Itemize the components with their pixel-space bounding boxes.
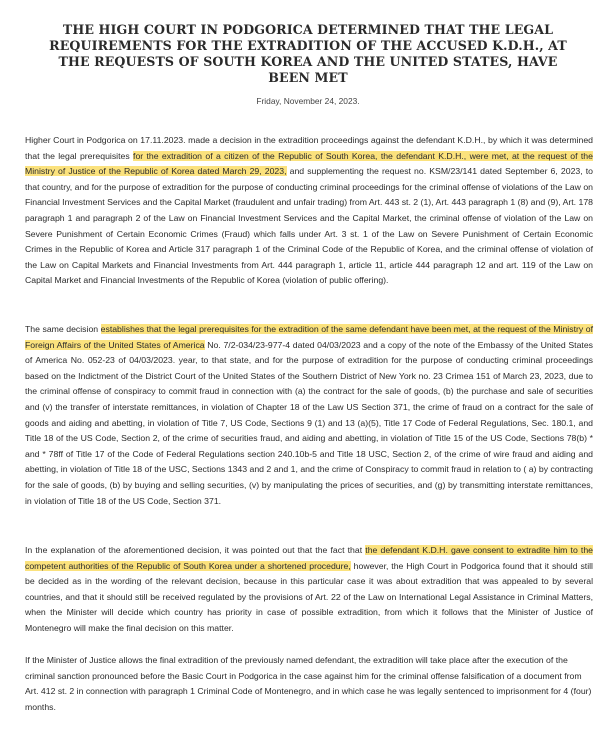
paragraph-1-text-continued: and supplementing the request no. KSM/23/141 dated September 6, 2023, to that country, and for the purpose of extradition for the purpose of conducting criminal proceedings for the criminal offense of violations of the Law on Financial Investment Services and the Capital Market (fraudulent and unfair trading) from Art. 443 st. 2 (1), Art. 443 paragraph 1 (8) and (9), Art. 178 paragraph 1 and paragraph 2 of the Law on Financial Investment Services and the Capital Market, the criminal offense of violation of the Law on Severe Punishment of Certain Economic Crimes (Fraud) which falls under Art. 3 st. 1 of the Law on Severe Punishment of Certain Economic Crimes in the Republic of Korea and Article 317 paragraph 1 of the Criminal Code of the Republic of Korea, and the criminal offense of violation of the Law on Capital Markets and Financial Investments from Art. 444 paragraph 1, article 11, article 444 paragraph 12 and art. 119 of the Law on Capital Market and Financial Investments of the Republic of Korea (violation of public offering). [25, 166, 593, 286]
paragraph-4 [25, 653, 593, 715]
paragraph-3 [25, 543, 593, 637]
paragraph-2-text: The same decision [25, 324, 101, 334]
paragraph-3-text-continued: however, the High Court in Podgorica found that it should still be decided as in the wording of the relevant decision, because in this particular case it was about extradition that was appealed to by several countries, and that it should still be received regulated by the provisions of Art. 22 of the Law on International Legal Assistance in Criminal Matters, when the Minister will decide which country has priority in case of possible extradition, from which it follows that the Minister of Justice of Montenegro will make the final decision on this matter. [25, 560, 593, 633]
paragraph-2 [25, 322, 593, 509]
paragraph-1-text: Higher Court in Podgorica on 17.11.2023. made a decision in the extradition proceedings against the defendant K.D.H., by which it was determined that the legal prerequisites [25, 135, 593, 161]
paragraph-2-highlight: establishes that the legal prerequisites for the extradition of the same defendant have been met, at the request of the Ministry of Foreign Affairs of the United States of America [25, 324, 593, 350]
paragraph-2-text-continued: No. 7/2-034/23-977-4 dated 04/03/2023 and a copy of the note of the Embassy of the United States of America No. 052-23 of 04/03/2023. year, to that state, and for the purpose of extradition for the purpose of conducting criminal proceedings based on the Indictment of the District Court of the United States of the Southern District of New York no. 23 Crimea 151 of March 23, 2023, due to the criminal offense of conspiracy to commit fraud in connection with (a) the contract for the sale of goods, (b) the purchase and sale of securities and (v) the transfer of interstate remittances, in violation of Chapter 18 of the Law US Section 371, the crime of fraud on a contract for the sale of goods and aiding and abetting, in violation of Title 7, US Code, Sections 9 (1) and 13 (a)(5), Title 17 Code of Federal Regulations, Sec. 180.1, and Title 18 of the US Code, Section 2, of the crime of securities fraud, and aiding and abetting, in violation of Title 15 of the US Code, Sections 78(b) * and * 78ff of Title 17 of the Code of Federal Regulations section 240.10b-5 and Title 18 USC, Section 2, of the crime of wire fraud and aiding and abetting, in violation of Title 18 of the USC, Sections 1343 and 2 and 1, and the crime of Conspiracy to commit fraud in relation to ( a) by contracting for the sale of goods, (b) by buying and selling securities, (v) by manipulating the prices of securities, and (g) by transmitting interstate remittances, in violation of Title 18 of the US Code, Section 371. [25, 339, 593, 506]
paragraph-1-highlight: for the extradition of a citizen of the Republic of South Korea, the defendant K.D.H., were met, at the request of the Ministry of Justice of the Republic of Korea dated March 29, 2023, [25, 150, 593, 177]
paragraph-3-text: In the explanation of the aforementioned decision, it was pointed out that the fact that [25, 545, 366, 555]
paragraph-4-text: If the Minister of Justice allows the final extradition of the previously named defendant, the extradition will take place after the execution of the criminal sanction pronounced before the Basic Court in Podgorica in the case against him for the criminal offense falsification of a document from Art. 412 st. 2 in connection with paragraph 1 Criminal Code of Montenegro, and in which case he was legally sentenced to imprisonment for 4 (four) months. [25, 655, 592, 712]
article-date: Friday, November 24, 2023. [256, 96, 360, 106]
paragraph-1 [25, 133, 593, 289]
paragraph-3-highlight: the defendant K.D.H. gave consent to extradite him to the competent authorities of the Republic of South Korea under a shortened procedure, [25, 545, 593, 571]
article-title: THE HIGH COURT IN PODGORICA DETERMINED THAT THE LEGAL REQUIREMENTS FOR THE EXTRADITION OF THE ACCUSED K.D.H., AT THE REQUESTS OF SOUTH KOREA AND THE UNITED STATES, HAVE BEEN MET [49, 22, 567, 85]
